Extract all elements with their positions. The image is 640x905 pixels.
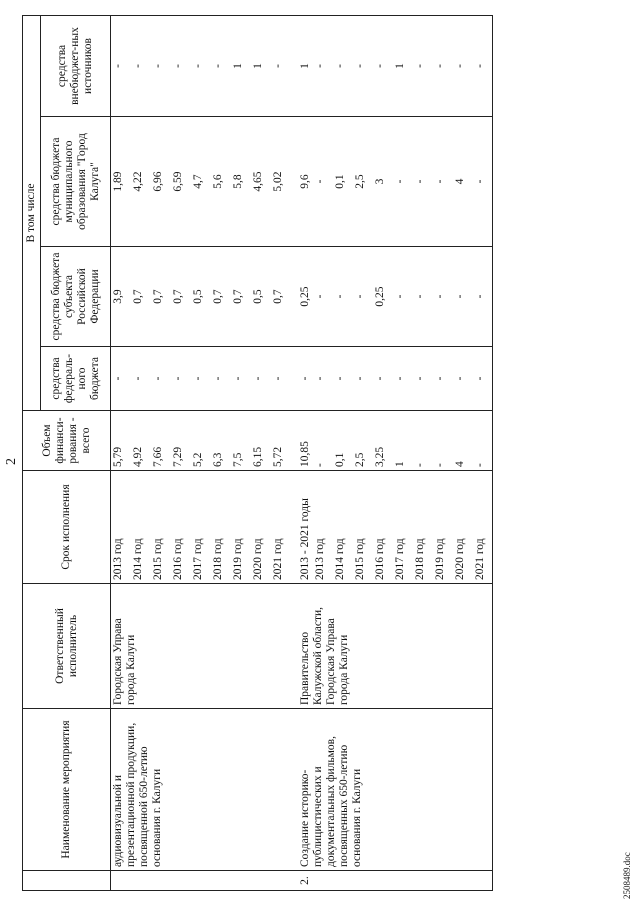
subject-cell: 0,25 [291, 247, 313, 347]
federal-cell: - [171, 347, 191, 411]
term-cell: 2021 год [271, 471, 291, 584]
federal-cell: - [211, 347, 231, 411]
subject-cell: - [353, 247, 373, 347]
federal-cell: - [333, 347, 353, 411]
total-cell: 7,66 [151, 411, 171, 471]
header-name: Наименование мероприятия [23, 709, 111, 871]
total-cell: 7,5 [231, 411, 251, 471]
extra-cell: 1 [251, 16, 271, 117]
extra-cell: - [191, 16, 211, 117]
extra-cell: - [313, 16, 333, 117]
financing-table [22, 15, 493, 891]
total-cell: 4 [453, 411, 473, 471]
municipal-cell: 4,7 [191, 117, 211, 247]
municipal-cell: 5,8 [231, 117, 251, 247]
federal-cell: - [231, 347, 251, 411]
total-cell: 7,29 [171, 411, 191, 471]
term-cell: 2017 год [393, 471, 413, 584]
federal-cell: - [191, 347, 211, 411]
total-cell: 5,2 [191, 411, 211, 471]
total-cell: - [433, 411, 453, 471]
subject-cell: 0,25 [373, 247, 393, 347]
term-cell: 2014 год [131, 471, 151, 584]
subject-cell: 0,7 [211, 247, 231, 347]
term-cell: 2018 год [211, 471, 231, 584]
extra-cell: - [413, 16, 433, 117]
term-cell: 2018 год [413, 471, 433, 584]
extra-cell: - [373, 16, 393, 117]
term-cell: 2016 год [171, 471, 191, 584]
federal-cell: - [433, 347, 453, 411]
municipal-cell: 9,6 [291, 117, 313, 247]
subject-cell: 3,9 [111, 247, 131, 347]
extra-cell: 1 [291, 16, 313, 117]
header-total: Объем финанси-рования - всего [23, 411, 111, 471]
extra-cell: - [151, 16, 171, 117]
municipal-cell: - [393, 117, 413, 247]
federal-cell: - [473, 347, 493, 411]
table-row [111, 16, 131, 891]
term-cell: 2013 - 2021 годы [291, 471, 313, 584]
page-number: 2 [4, 458, 19, 465]
header-municipal: средства бюджета муниципального образования "Город Калуга" [41, 117, 111, 247]
extra-cell: - [211, 16, 231, 117]
table-body [111, 16, 493, 891]
header-executor: Ответственный исполнитель [23, 584, 111, 709]
subject-cell: 0,7 [271, 247, 291, 347]
extra-cell: - [111, 16, 131, 117]
subject-cell: - [473, 247, 493, 347]
total-cell: 0,1 [333, 411, 353, 471]
extra-cell: - [131, 16, 151, 117]
extra-cell: - [171, 16, 191, 117]
term-cell: 2014 год [333, 471, 353, 584]
total-cell: 1 [393, 411, 413, 471]
term-cell: 2013 год [111, 471, 131, 584]
header-including: В том числе [23, 16, 41, 411]
total-cell: - [413, 411, 433, 471]
term-cell: 2015 год [353, 471, 373, 584]
activity-name: аудиовизуальной и презентационной продукции, посвященной 650-летию основания г. Калуги [111, 709, 291, 871]
header-subject: средства бюджета субъекта Российской Федерации [41, 247, 111, 347]
federal-cell: - [271, 347, 291, 411]
municipal-cell: 4 [453, 117, 473, 247]
total-cell: 4,92 [131, 411, 151, 471]
header-extra: средства внебюджет-ных источников [41, 16, 111, 117]
municipal-cell: 2,5 [353, 117, 373, 247]
municipal-cell: - [473, 117, 493, 247]
term-cell: 2020 год [453, 471, 473, 584]
municipal-cell: 6,96 [151, 117, 171, 247]
total-cell: 6,3 [211, 411, 231, 471]
federal-cell: - [291, 347, 313, 411]
doc-id: 2508489.doc [622, 852, 632, 899]
extra-cell: - [453, 16, 473, 117]
subject-cell: 0,7 [171, 247, 191, 347]
total-cell: - [313, 411, 333, 471]
extra-cell: - [333, 16, 353, 117]
term-cell: 2019 год [231, 471, 251, 584]
federal-cell: - [251, 347, 271, 411]
extra-cell: - [433, 16, 453, 117]
extra-cell: 1 [393, 16, 413, 117]
federal-cell: - [393, 347, 413, 411]
executor-name: Правительство Калужской области, Городская Управа города Калуги [291, 584, 493, 709]
subject-cell: 0,7 [151, 247, 171, 347]
term-cell: 2020 год [251, 471, 271, 584]
extra-cell: - [271, 16, 291, 117]
federal-cell: - [151, 347, 171, 411]
term-cell: 2013 год [313, 471, 333, 584]
term-cell: 2017 год [191, 471, 211, 584]
subject-cell: - [393, 247, 413, 347]
municipal-cell: 3 [373, 117, 393, 247]
subject-cell: - [413, 247, 433, 347]
subject-cell: 0,5 [251, 247, 271, 347]
municipal-cell: 5,6 [211, 117, 231, 247]
subject-cell: 0,7 [131, 247, 151, 347]
total-cell: 10,85 [291, 411, 313, 471]
municipal-cell: 6,59 [171, 117, 191, 247]
header-term: Срок исполнения [23, 471, 111, 584]
total-cell: 5,72 [271, 411, 291, 471]
municipal-cell: - [433, 117, 453, 247]
extra-cell: - [473, 16, 493, 117]
federal-cell: - [111, 347, 131, 411]
term-cell: 2016 год [373, 471, 393, 584]
subject-cell: - [453, 247, 473, 347]
row-number: 2. [291, 871, 493, 891]
row-number [111, 871, 291, 891]
municipal-cell: 0,1 [333, 117, 353, 247]
federal-cell: - [413, 347, 433, 411]
municipal-cell: - [413, 117, 433, 247]
total-cell: 6,15 [251, 411, 271, 471]
subject-cell: - [333, 247, 353, 347]
municipal-cell: 4,22 [131, 117, 151, 247]
municipal-cell: 1,89 [111, 117, 131, 247]
header-federal: средства федераль-ного бюджета [41, 347, 111, 411]
header-num [23, 871, 111, 891]
total-cell: 3,25 [373, 411, 393, 471]
table-row [291, 16, 313, 891]
municipal-cell: 5,02 [271, 117, 291, 247]
total-cell: 5,79 [111, 411, 131, 471]
extra-cell: - [353, 16, 373, 117]
table-header [23, 16, 111, 891]
total-cell: 2,5 [353, 411, 373, 471]
municipal-cell: 4,65 [251, 117, 271, 247]
term-cell: 2021 год [473, 471, 493, 584]
subject-cell: - [433, 247, 453, 347]
subject-cell: 0,5 [191, 247, 211, 347]
federal-cell: - [353, 347, 373, 411]
municipal-cell: - [313, 117, 333, 247]
subject-cell: 0,7 [231, 247, 251, 347]
federal-cell: - [373, 347, 393, 411]
term-cell: 2015 год [151, 471, 171, 584]
total-cell: - [473, 411, 493, 471]
federal-cell: - [131, 347, 151, 411]
extra-cell: 1 [231, 16, 251, 117]
activity-name: Создание историко-публицистических и документальных фильмов, посвященных 650-летию основания г. Калуги [291, 709, 493, 871]
term-cell: 2019 год [433, 471, 453, 584]
federal-cell: - [313, 347, 333, 411]
executor-name: Городская Управа города Калуги [111, 584, 291, 709]
federal-cell: - [453, 347, 473, 411]
subject-cell: - [313, 247, 333, 347]
